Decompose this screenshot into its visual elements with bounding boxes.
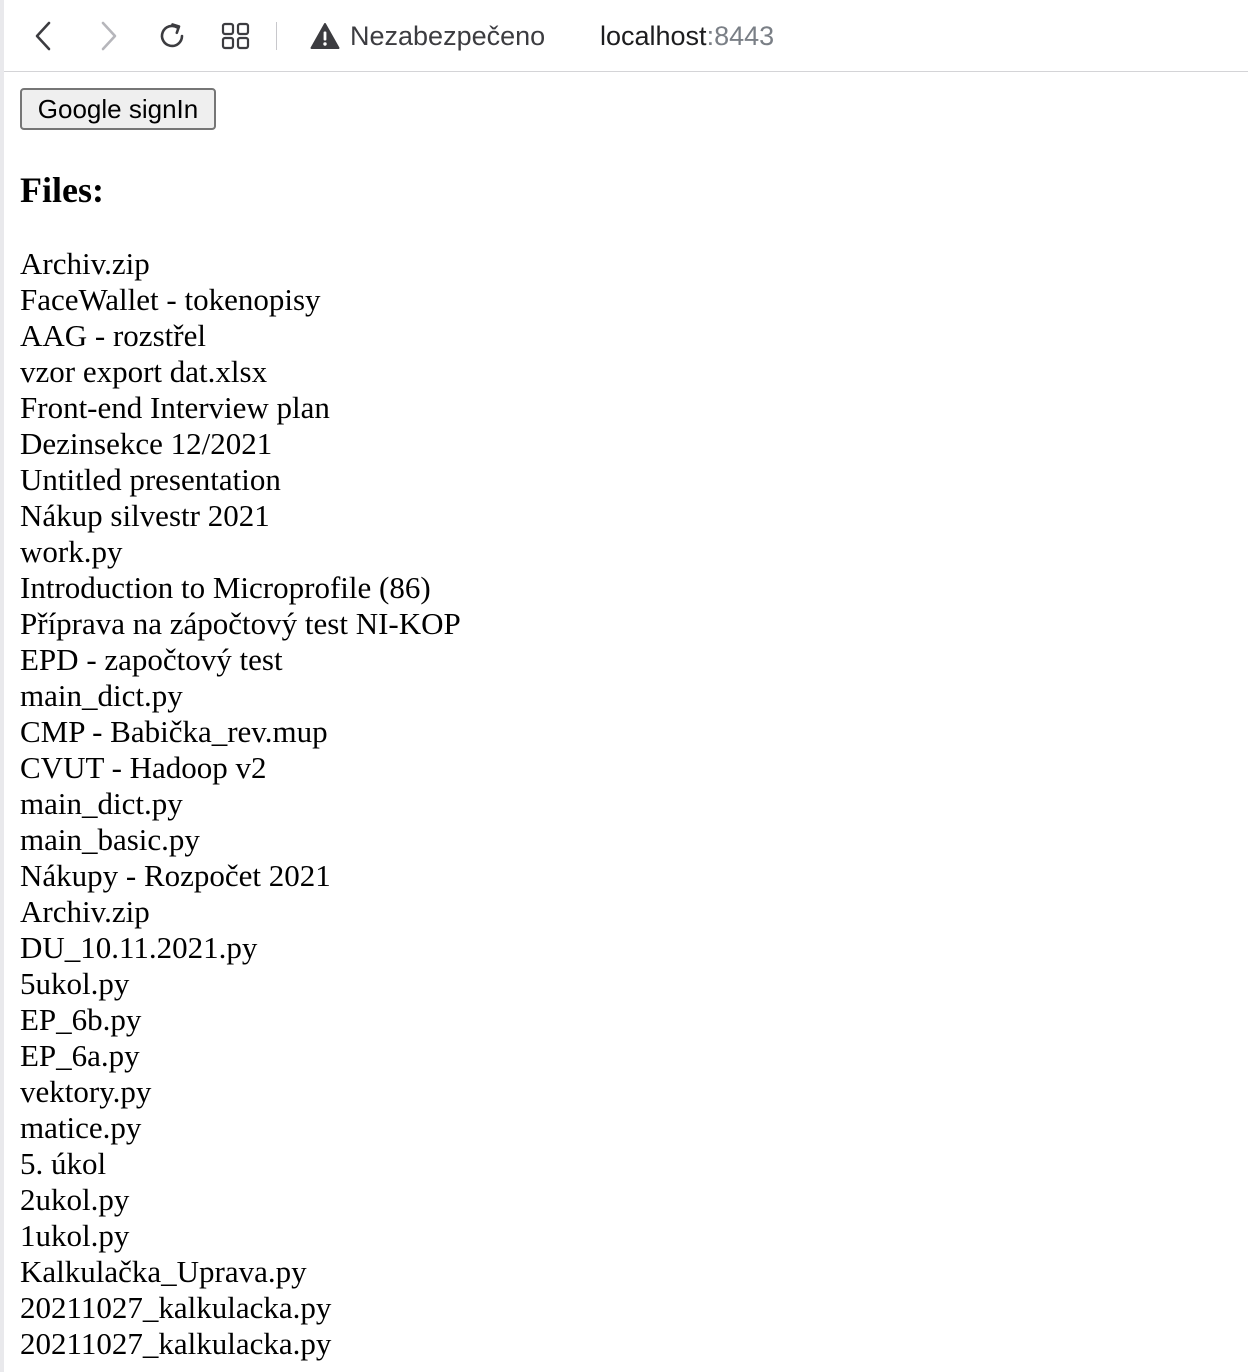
file-list-item: Kalkulačka_Uprava.py bbox=[20, 1254, 307, 1289]
file-list-item: 20211027_kalkulacka.py bbox=[20, 1290, 332, 1325]
file-list-item: Dezinsekce 12/2021 bbox=[20, 426, 273, 461]
file-list-item: CMP - Babička_rev.mup bbox=[20, 714, 328, 749]
file-list-item: work.py bbox=[20, 534, 123, 569]
google-signin-button[interactable]: Google signIn bbox=[20, 88, 216, 130]
file-list-item: Nákup silvestr 2021 bbox=[20, 498, 270, 533]
file-list-item: EP_6a.py bbox=[20, 1038, 140, 1073]
address-bar[interactable] bbox=[600, 18, 774, 54]
file-list-item: 5ukol.py bbox=[20, 966, 130, 1001]
file-list-item: Archiv.zip bbox=[20, 246, 150, 281]
files-heading: Files: bbox=[20, 170, 104, 210]
file-list-item: DU_10.11.2021.py bbox=[20, 930, 258, 965]
url-port: :8443 bbox=[706, 20, 775, 51]
security-indicator[interactable] bbox=[310, 18, 545, 54]
file-list-item: AAG - rozstřel bbox=[20, 318, 206, 353]
reload-button[interactable] bbox=[154, 18, 190, 54]
tab-overview-icon bbox=[221, 21, 251, 51]
file-list bbox=[20, 246, 461, 1362]
file-list-item: 1ukol.py bbox=[20, 1218, 130, 1253]
file-list-item: Introduction to Microprofile (86) bbox=[20, 570, 431, 605]
tab-overview-button[interactable] bbox=[218, 18, 254, 54]
file-list-item: main_dict.py bbox=[20, 786, 183, 821]
page-content bbox=[20, 88, 461, 1361]
file-list-item: Nákupy - Rozpočet 2021 bbox=[20, 858, 331, 893]
forward-button[interactable] bbox=[90, 18, 126, 54]
file-list-item: matice.py bbox=[20, 1110, 142, 1145]
warning-icon bbox=[310, 22, 340, 50]
window-left-edge bbox=[0, 0, 4, 1372]
forward-icon bbox=[96, 20, 120, 52]
url-host: localhost bbox=[600, 20, 707, 51]
file-list-item: 2ukol.py bbox=[20, 1182, 130, 1217]
file-list-item: Front-end Interview plan bbox=[20, 390, 330, 425]
file-list-item: main_basic.py bbox=[20, 822, 200, 857]
file-list-item: CVUT - Hadoop v2 bbox=[20, 750, 267, 785]
file-list-item: 20211027_kalkulacka.py bbox=[20, 1326, 332, 1361]
file-list-item: main_dict.py bbox=[20, 678, 183, 713]
file-list-item: Archiv.zip bbox=[20, 894, 150, 929]
security-label: Nezabezpečeno bbox=[350, 20, 546, 51]
file-list-item: 5. úkol bbox=[20, 1146, 107, 1181]
file-list-item: vektory.py bbox=[20, 1074, 152, 1109]
back-icon bbox=[32, 20, 56, 52]
reload-icon bbox=[156, 20, 188, 52]
file-list-item: Untitled presentation bbox=[20, 462, 281, 497]
back-button[interactable] bbox=[26, 18, 62, 54]
file-list-item: Příprava na zápočtový test NI-KOP bbox=[20, 606, 461, 641]
file-list-item: EP_6b.py bbox=[20, 1002, 142, 1037]
browser-toolbar bbox=[4, 0, 1248, 72]
toolbar-separator bbox=[276, 22, 277, 50]
file-list-item: vzor export dat.xlsx bbox=[20, 354, 268, 389]
file-list-item: EPD - započtový test bbox=[20, 642, 283, 677]
file-list-item: FaceWallet - tokenopisy bbox=[20, 282, 321, 317]
